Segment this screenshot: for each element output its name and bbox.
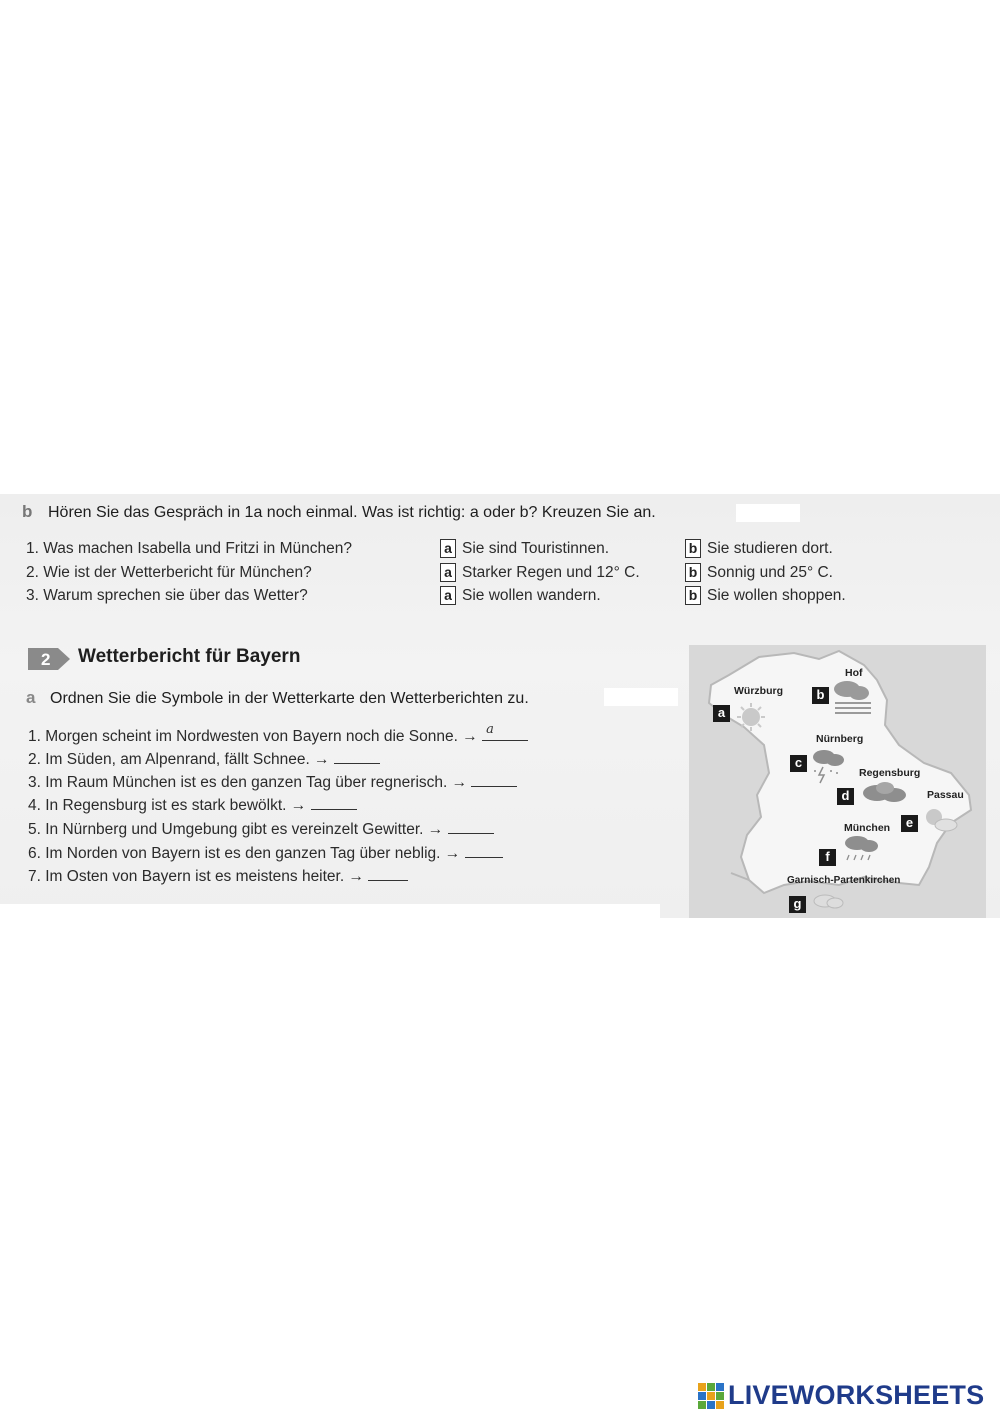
option-3a-text: Sie wollen wandern. [462,586,601,604]
answer-blank-6[interactable] [465,843,503,858]
item-2 [28,749,380,769]
checkbox-a[interactable]: a [440,539,456,558]
option-1a[interactable] [440,539,609,558]
map-marker-c: c [790,755,807,772]
item-5-text: 5. In Nürnberg und Umgebung gibt es vereinzelt Gewitter. → [28,821,444,838]
option-3b-text: Sie wollen shoppen. [707,586,846,604]
answer-input-part-b[interactable] [736,504,800,522]
section-number-badge [28,648,70,670]
city-passau: Passau [927,789,964,801]
city-regensburg: Regensburg [859,767,921,779]
answer-1-handwritten: a [486,722,494,737]
sun-icon [737,703,765,731]
item-5 [28,819,494,839]
checkbox-a[interactable]: a [440,563,456,582]
snow-icon [814,895,843,908]
logo-grid-icon [698,1383,724,1409]
item-6-text: 6. Im Norden von Bayern ist es den ganzen Tag über neblig. → [28,845,461,862]
item-7 [28,866,408,886]
question-2: 2. Wie ist der Wetterbericht für München? [26,564,312,581]
part-a-letter: a [26,688,36,707]
item-3-text: 3. Im Raum München ist es den ganzen Tag über regnerisch. → [28,774,468,791]
weather-symbols [689,645,986,918]
answer-blank-2[interactable] [334,749,380,764]
map-marker-g: g [789,896,806,913]
option-1a-text: Sie sind Touristinnen. [462,539,610,557]
item-4 [28,795,357,815]
option-2a-text: Starker Regen und 12° C. [462,563,640,581]
city-nuernberg: Nürnberg [816,733,864,745]
answer-blank-1[interactable] [482,722,528,741]
map-marker-f: f [819,849,836,866]
map-marker-d: d [837,788,854,805]
checkbox-b[interactable]: b [685,586,701,605]
item-6 [28,843,503,863]
question-3: 3. Warum sprechen sie über das Wetter? [26,587,308,604]
brand-name: LIVEWORKSHEETS [728,1380,985,1410]
item-4-text: 4. In Regensburg ist es stark bewölkt. → [28,797,307,814]
checkbox-b[interactable]: b [685,563,701,582]
partly-sunny-icon [926,809,957,831]
option-2b[interactable] [685,563,833,582]
item-1 [28,722,528,746]
scan-bottom-edge [0,904,660,918]
item-7-text: 7. Im Osten von Bayern ist es meistens heiter. → [28,868,364,885]
item-2-text: 2. Im Süden, am Alpenrand, fällt Schnee. → [28,751,330,768]
answer-blank-4[interactable] [311,795,357,810]
rain-icon [845,836,878,860]
section-number: 2 [41,650,51,669]
city-wuerzburg: Würzburg [734,685,783,697]
answer-blank-7[interactable] [368,866,408,881]
option-2b-text: Sonnig und 25° C. [707,563,833,581]
map-marker-e: e [901,815,918,832]
answer-blank-3[interactable] [471,772,517,787]
answer-input-part-a[interactable] [604,688,678,706]
thunderstorm-icon [813,750,844,783]
answer-blank-5[interactable] [448,819,494,834]
option-1b[interactable] [685,539,833,558]
map-marker-b: b [812,687,829,704]
cloud-icon [863,782,906,802]
option-1b-text: Sie studieren dort. [707,539,833,557]
part-b-instruction: Hören Sie das Gespräch in 1a noch einmal. Was ist richtig: a oder b? Kreuzen Sie an. [48,504,656,521]
checkbox-a[interactable]: a [440,586,456,605]
city-muenchen: München [844,822,891,834]
map-marker-a: a [713,705,730,722]
option-3a[interactable] [440,586,601,605]
city-garmisch: Garnisch-Partenkirchen [787,875,901,886]
part-b-letter: b [22,502,33,521]
option-3b[interactable] [685,586,846,605]
city-hof: Hof [845,667,863,679]
item-3 [28,772,517,792]
checkbox-b[interactable]: b [685,539,701,558]
fog-icon [834,681,871,713]
bavaria-weather-map [689,645,986,918]
question-1: 1. Was machen Isabella und Fritzi in München? [26,540,352,557]
section-title: Wetterbericht für Bayern [78,646,301,667]
option-2a[interactable] [440,563,640,582]
item-1-text: 1. Morgen scheint im Nordwesten von Bayern noch die Sonne. → [28,728,478,745]
liveworksheets-logo [698,1380,984,1411]
part-a-instruction: Ordnen Sie die Symbole in der Wetterkarte den Wetterberichten zu. [50,690,529,707]
